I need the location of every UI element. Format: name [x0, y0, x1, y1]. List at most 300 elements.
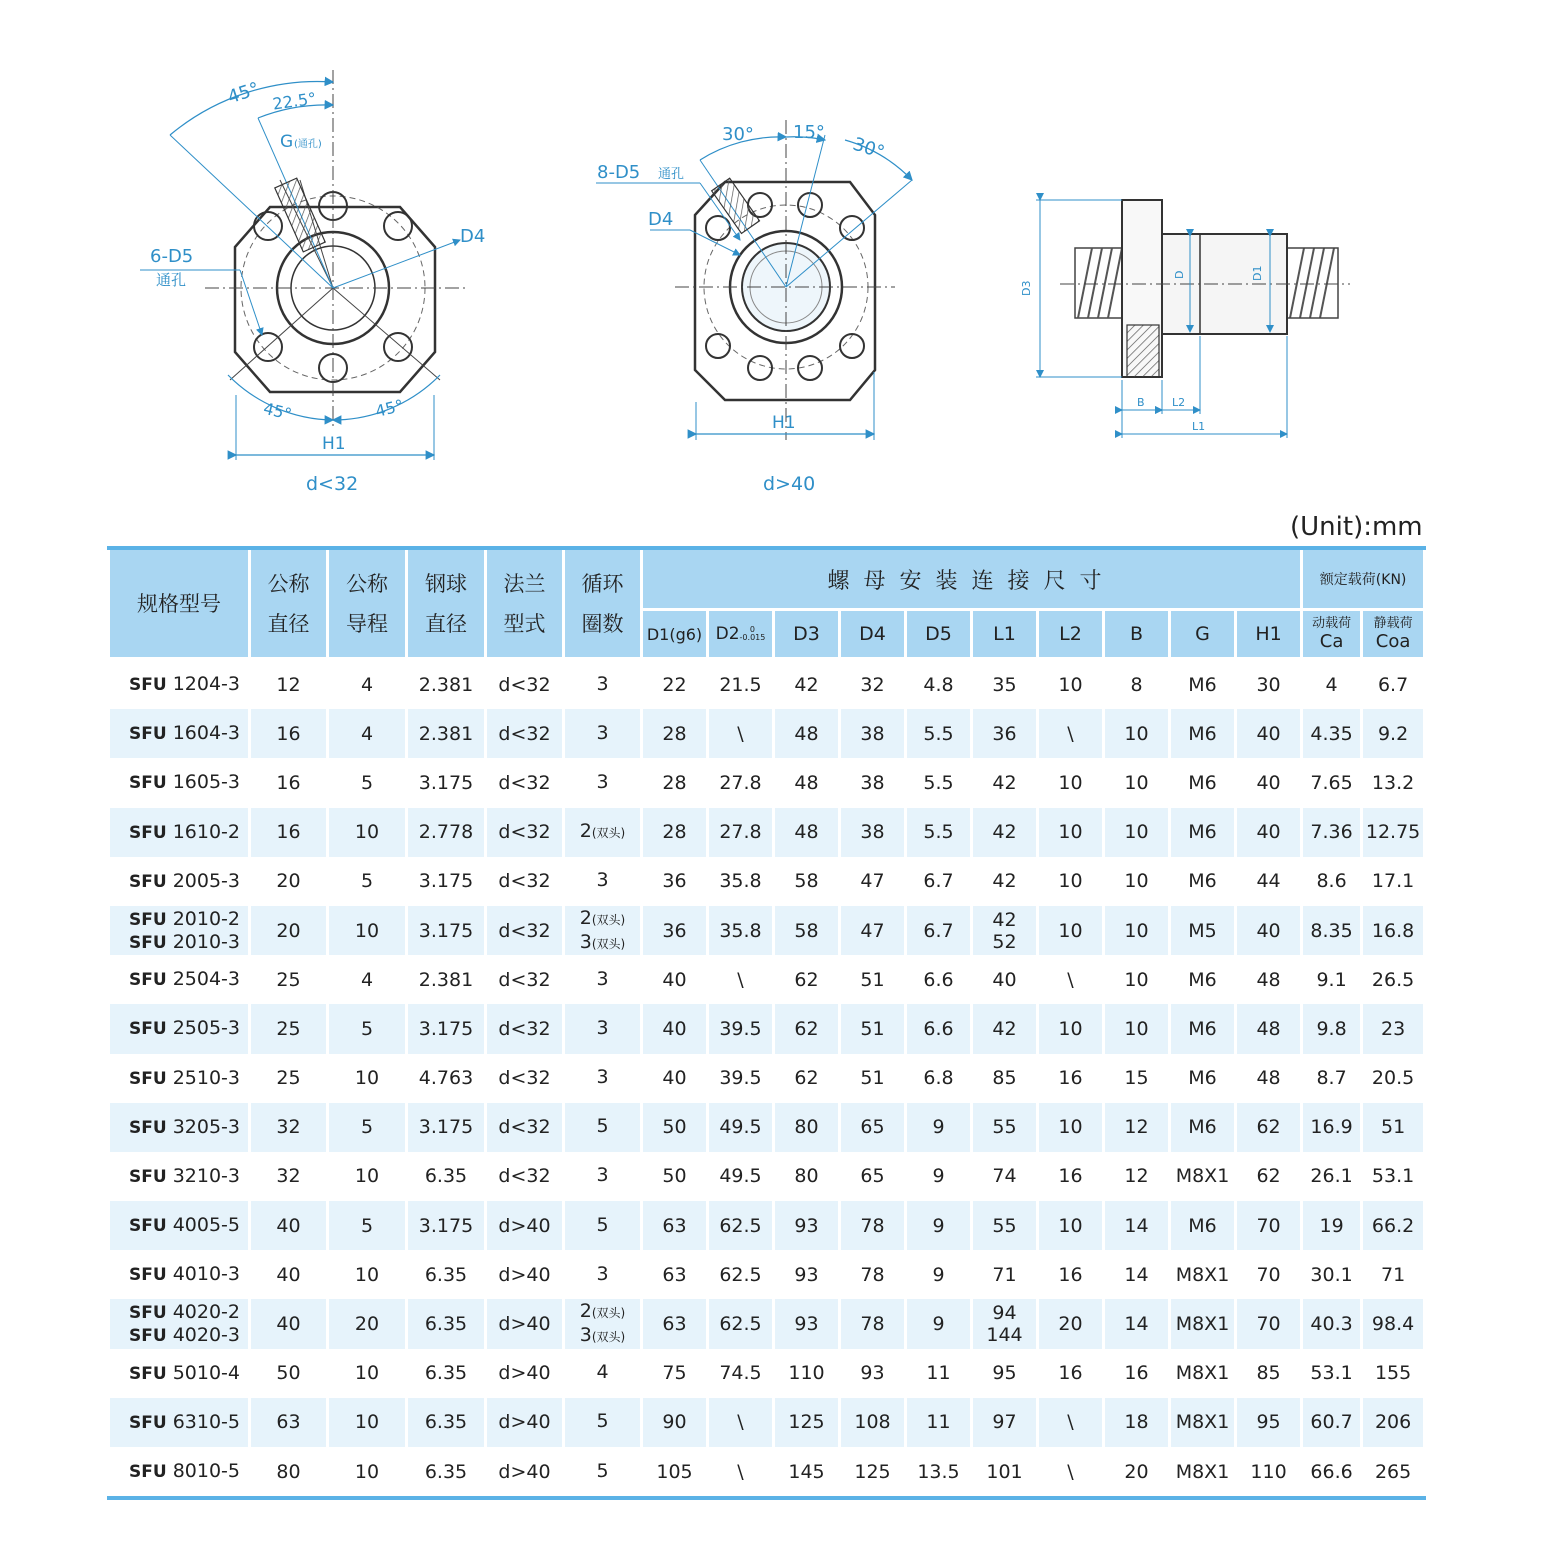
- header-dynamic-load: 动载荷 Ca: [1302, 610, 1362, 659]
- cell-model: SFU 2010-2 SFU 2010-3: [109, 906, 250, 955]
- drawing-caption: d>40: [763, 473, 816, 495]
- angle-label: 22.5°: [271, 88, 318, 114]
- header-lead: 公称 导程: [328, 548, 407, 659]
- b-label: B: [1137, 396, 1145, 409]
- cell-ca: 66.6: [1302, 1447, 1362, 1498]
- cell-ball: 3.175: [407, 857, 486, 906]
- cell-flange: d>40: [486, 1447, 564, 1498]
- cell-ca: 53.1: [1302, 1349, 1362, 1398]
- cell-ca: 4: [1302, 659, 1362, 710]
- cell-model: SFU 2005-3: [109, 857, 250, 906]
- cell-l2: 10: [1038, 1004, 1104, 1053]
- cell-model: SFU 2510-3: [109, 1054, 250, 1103]
- cell-p: 5: [328, 1201, 407, 1250]
- header-nominal-diameter: 公称 直径: [250, 548, 328, 659]
- cell-l2: \: [1038, 1398, 1104, 1447]
- cell-d2: 49.5: [708, 1103, 774, 1152]
- cell-l1: 42: [972, 857, 1038, 906]
- angle-label: 30°: [850, 133, 887, 164]
- cell-flange: d<32: [486, 659, 564, 710]
- cell-d4: 78: [840, 1299, 906, 1348]
- cell-d4: 78: [840, 1201, 906, 1250]
- cell-d: 25: [250, 955, 328, 1004]
- cell-d3: 62: [774, 1004, 840, 1053]
- cell-d1: 36: [642, 906, 708, 955]
- cell-p: 5: [328, 1004, 407, 1053]
- cell-d2: 39.5: [708, 1004, 774, 1053]
- cell-l1: 71: [972, 1250, 1038, 1299]
- cell-l2: 10: [1038, 1103, 1104, 1152]
- header-nut-dimensions: 螺母安装连接尺寸: [642, 548, 1302, 610]
- cell-l2: 16: [1038, 1250, 1104, 1299]
- cell-l1: 55: [972, 1103, 1038, 1152]
- cell-d3: 125: [774, 1398, 840, 1447]
- table-row: [109, 659, 1425, 710]
- cell-model: SFU 4005-5: [109, 1201, 250, 1250]
- cell-ca: 30.1: [1302, 1250, 1362, 1299]
- d1-label: D1: [1251, 265, 1264, 281]
- cell-coa: 66.2: [1362, 1201, 1425, 1250]
- cell-ca: 7.36: [1302, 808, 1362, 857]
- table-row: [109, 1398, 1425, 1447]
- cell-ball: 6.35: [407, 1398, 486, 1447]
- cell-g: M6: [1170, 1103, 1236, 1152]
- cell-p: 10: [328, 1398, 407, 1447]
- cell-ball: 6.35: [407, 1250, 486, 1299]
- g-label: G: [280, 132, 294, 152]
- cell-d3: 93: [774, 1201, 840, 1250]
- cell-coa: 155: [1362, 1349, 1425, 1398]
- cell-coa: 12.75: [1362, 808, 1425, 857]
- cell-d: 16: [250, 808, 328, 857]
- cell-d1: 63: [642, 1250, 708, 1299]
- cell-l2: \: [1038, 709, 1104, 758]
- cell-circuits: 5: [564, 1103, 642, 1152]
- cell-b: 16: [1104, 1349, 1170, 1398]
- cell-d4: 38: [840, 758, 906, 807]
- cell-d2: 27.8: [708, 808, 774, 857]
- cell-ball: 2.381: [407, 709, 486, 758]
- cell-coa: 26.5: [1362, 955, 1425, 1004]
- cell-h1: 70: [1236, 1201, 1302, 1250]
- cell-d4: 51: [840, 1004, 906, 1053]
- cell-d2: \: [708, 709, 774, 758]
- cell-d3: 48: [774, 709, 840, 758]
- cell-flange: d>40: [486, 1398, 564, 1447]
- cell-g: M8X1: [1170, 1250, 1236, 1299]
- cell-p: 10: [328, 1349, 407, 1398]
- cell-h1: 48: [1236, 1054, 1302, 1103]
- cell-ball: 3.175: [407, 1201, 486, 1250]
- cell-d1: 50: [642, 1103, 708, 1152]
- header-d2: D2 0 -0.015: [708, 610, 774, 659]
- cell-circuits: 3: [564, 857, 642, 906]
- cell-d4: 65: [840, 1152, 906, 1201]
- cell-l1: 40: [972, 955, 1038, 1004]
- cell-flange: d<32: [486, 758, 564, 807]
- cell-l1: 74: [972, 1152, 1038, 1201]
- flange-drawing-large: [596, 120, 912, 495]
- cell-d2: 39.5: [708, 1054, 774, 1103]
- cell-d1: 28: [642, 758, 708, 807]
- cell-flange: d>40: [486, 1349, 564, 1398]
- cell-coa: 16.8: [1362, 906, 1425, 955]
- cell-d1: 40: [642, 1004, 708, 1053]
- header-d3: D3: [774, 610, 840, 659]
- cell-l1: 85: [972, 1054, 1038, 1103]
- cell-ca: 16.9: [1302, 1103, 1362, 1152]
- cell-h1: 48: [1236, 955, 1302, 1004]
- header-d1: D1(g6): [642, 610, 708, 659]
- cell-g: M6: [1170, 1054, 1236, 1103]
- angle-label: 45°: [225, 78, 263, 109]
- angle-label: 15°: [793, 122, 825, 143]
- cell-b: 10: [1104, 758, 1170, 807]
- cell-d2: 21.5: [708, 659, 774, 710]
- cell-l1: 42: [972, 758, 1038, 807]
- cell-d: 20: [250, 857, 328, 906]
- cell-d3: 80: [774, 1152, 840, 1201]
- cell-d1: 22: [642, 659, 708, 710]
- cell-flange: d<32: [486, 857, 564, 906]
- cell-d: 25: [250, 1004, 328, 1053]
- cell-d4: 38: [840, 808, 906, 857]
- d4-label: D4: [460, 226, 486, 247]
- cell-d4: 93: [840, 1349, 906, 1398]
- cell-circuits: 3: [564, 955, 642, 1004]
- cell-d5: 6.7: [906, 906, 972, 955]
- cell-circuits: 2(双头): [564, 808, 642, 857]
- cell-flange: d>40: [486, 1250, 564, 1299]
- cell-p: 4: [328, 709, 407, 758]
- cell-g: M8X1: [1170, 1349, 1236, 1398]
- cell-d2: 35.8: [708, 906, 774, 955]
- cell-g: M8X1: [1170, 1398, 1236, 1447]
- cell-d: 50: [250, 1349, 328, 1398]
- cell-coa: 9.2: [1362, 709, 1425, 758]
- cell-d: 12: [250, 659, 328, 710]
- cell-b: 10: [1104, 1004, 1170, 1053]
- cell-model: SFU 3210-3: [109, 1152, 250, 1201]
- cell-p: 10: [328, 1250, 407, 1299]
- cell-d4: 38: [840, 709, 906, 758]
- cell-circuits: 2(双头) 3(双头): [564, 1299, 642, 1348]
- g-note: (通孔): [294, 139, 322, 150]
- d4-label: D4: [648, 209, 674, 230]
- l2-label: L2: [1172, 396, 1186, 409]
- header-h1: H1: [1236, 610, 1302, 659]
- cell-p: 5: [328, 1103, 407, 1152]
- cell-l1: 42 52: [972, 906, 1038, 955]
- cell-g: M5: [1170, 906, 1236, 955]
- cell-l2: 10: [1038, 857, 1104, 906]
- cell-d: 40: [250, 1299, 328, 1348]
- cell-l2: 10: [1038, 906, 1104, 955]
- cell-d3: 58: [774, 857, 840, 906]
- ball-screw-spec-table: [107, 546, 1426, 1500]
- cell-d1: 50: [642, 1152, 708, 1201]
- cell-d: 16: [250, 758, 328, 807]
- cell-d2: 49.5: [708, 1152, 774, 1201]
- cell-g: M6: [1170, 857, 1236, 906]
- cell-l2: 16: [1038, 1349, 1104, 1398]
- cell-l1: 35: [972, 659, 1038, 710]
- table-row: [109, 808, 1425, 857]
- cell-d3: 48: [774, 808, 840, 857]
- table-row: [109, 906, 1425, 955]
- cell-coa: 17.1: [1362, 857, 1425, 906]
- cell-b: 12: [1104, 1103, 1170, 1152]
- table-row: [109, 1103, 1425, 1152]
- cell-d2: 62.5: [708, 1299, 774, 1348]
- cell-l2: 10: [1038, 1201, 1104, 1250]
- cell-d3: 145: [774, 1447, 840, 1498]
- cell-h1: 48: [1236, 1004, 1302, 1053]
- nut-side-view: [1020, 200, 1350, 438]
- cell-ball: 6.35: [407, 1349, 486, 1398]
- cell-circuits: 3: [564, 709, 642, 758]
- cell-b: 12: [1104, 1152, 1170, 1201]
- cell-d1: 105: [642, 1447, 708, 1498]
- table-row: [109, 758, 1425, 807]
- cell-model: SFU 1605-3: [109, 758, 250, 807]
- cell-ca: 8.7: [1302, 1054, 1362, 1103]
- cell-d5: 4.8: [906, 659, 972, 710]
- cell-d1: 75: [642, 1349, 708, 1398]
- cell-ball: 3.175: [407, 1004, 486, 1053]
- cell-d1: 63: [642, 1201, 708, 1250]
- cell-model: SFU 4010-3: [109, 1250, 250, 1299]
- cell-b: 10: [1104, 808, 1170, 857]
- cell-ball: 3.175: [407, 758, 486, 807]
- angle-label: 45°: [261, 398, 294, 424]
- cell-d5: 5.5: [906, 709, 972, 758]
- cell-ball: 2.381: [407, 659, 486, 710]
- cell-g: M6: [1170, 758, 1236, 807]
- cell-flange: d<32: [486, 1152, 564, 1201]
- cell-g: M6: [1170, 659, 1236, 710]
- cell-coa: 23: [1362, 1004, 1425, 1053]
- cell-d4: 47: [840, 857, 906, 906]
- unit-label: (Unit):mm: [1290, 512, 1423, 542]
- cell-p: 4: [328, 955, 407, 1004]
- cell-ball: 2.381: [407, 955, 486, 1004]
- cell-p: 20: [328, 1299, 407, 1348]
- cell-circuits: 4: [564, 1349, 642, 1398]
- cell-b: 14: [1104, 1201, 1170, 1250]
- cell-flange: d<32: [486, 808, 564, 857]
- cell-circuits: 3: [564, 1004, 642, 1053]
- table-row: [109, 955, 1425, 1004]
- cell-circuits: 2(双头) 3(双头): [564, 906, 642, 955]
- table-row: [109, 1152, 1425, 1201]
- cell-d1: 36: [642, 857, 708, 906]
- table-row: [109, 1349, 1425, 1398]
- cell-h1: 40: [1236, 709, 1302, 758]
- l1-label: L1: [1192, 420, 1206, 433]
- cell-model: SFU 1610-2: [109, 808, 250, 857]
- table-row: [109, 857, 1425, 906]
- cell-g: M6: [1170, 1201, 1236, 1250]
- cell-circuits: 3: [564, 1250, 642, 1299]
- cell-b: 8: [1104, 659, 1170, 710]
- cell-ca: 26.1: [1302, 1152, 1362, 1201]
- cell-d5: 9: [906, 1152, 972, 1201]
- cell-d5: 9: [906, 1299, 972, 1348]
- cell-coa: 71: [1362, 1250, 1425, 1299]
- header-g: G: [1170, 610, 1236, 659]
- cell-d: 16: [250, 709, 328, 758]
- cell-circuits: 5: [564, 1398, 642, 1447]
- cell-circuits: 5: [564, 1201, 642, 1250]
- cell-d: 32: [250, 1152, 328, 1201]
- cell-d5: 6.8: [906, 1054, 972, 1103]
- cell-b: 14: [1104, 1299, 1170, 1348]
- cell-d5: 6.6: [906, 955, 972, 1004]
- cell-d4: 108: [840, 1398, 906, 1447]
- cell-coa: 13.2: [1362, 758, 1425, 807]
- table-row: [109, 1004, 1425, 1053]
- header-model: 规格型号: [109, 548, 250, 659]
- cell-d4: 78: [840, 1250, 906, 1299]
- d5-label: 8-D5: [597, 162, 641, 183]
- cell-l1: 94 144: [972, 1299, 1038, 1348]
- cell-flange: d<32: [486, 1103, 564, 1152]
- cell-d3: 93: [774, 1299, 840, 1348]
- cell-l2: 10: [1038, 659, 1104, 710]
- cell-l2: 16: [1038, 1152, 1104, 1201]
- cell-coa: 265: [1362, 1447, 1425, 1498]
- cell-d2: 62.5: [708, 1201, 774, 1250]
- d5-note: 通孔: [156, 271, 187, 289]
- cell-d2: 62.5: [708, 1250, 774, 1299]
- table-row: [109, 1250, 1425, 1299]
- cell-p: 10: [328, 1054, 407, 1103]
- cell-circuits: 3: [564, 1054, 642, 1103]
- cell-d1: 40: [642, 1054, 708, 1103]
- header-d5: D5: [906, 610, 972, 659]
- header-l2: L2: [1038, 610, 1104, 659]
- d3-label: D3: [1020, 280, 1033, 296]
- cell-model: SFU 8010-5: [109, 1447, 250, 1498]
- cell-d5: 5.5: [906, 758, 972, 807]
- cell-d5: 6.7: [906, 857, 972, 906]
- cell-ball: 3.175: [407, 906, 486, 955]
- cell-coa: 6.7: [1362, 659, 1425, 710]
- cell-flange: d>40: [486, 1299, 564, 1348]
- cell-d3: 58: [774, 906, 840, 955]
- cell-ca: 40.3: [1302, 1299, 1362, 1348]
- cell-d1: 90: [642, 1398, 708, 1447]
- cell-ca: 4.35: [1302, 709, 1362, 758]
- cell-h1: 70: [1236, 1250, 1302, 1299]
- cell-model: SFU 5010-4: [109, 1349, 250, 1398]
- cell-l2: \: [1038, 955, 1104, 1004]
- cell-d4: 125: [840, 1447, 906, 1498]
- cell-d2: \: [708, 955, 774, 1004]
- cell-d5: 9: [906, 1201, 972, 1250]
- cell-d1: 28: [642, 808, 708, 857]
- table-row: [109, 1054, 1425, 1103]
- cell-model: SFU 2505-3: [109, 1004, 250, 1053]
- cell-p: 5: [328, 857, 407, 906]
- cell-h1: 40: [1236, 808, 1302, 857]
- cell-circuits: 3: [564, 659, 642, 710]
- cell-l1: 95: [972, 1349, 1038, 1398]
- cell-circuits: 3: [564, 758, 642, 807]
- cell-d2: \: [708, 1398, 774, 1447]
- cell-g: M8X1: [1170, 1152, 1236, 1201]
- cell-d3: 93: [774, 1250, 840, 1299]
- cell-d2: 74.5: [708, 1349, 774, 1398]
- cell-ball: 4.763: [407, 1054, 486, 1103]
- cell-d2: \: [708, 1447, 774, 1498]
- cell-d4: 65: [840, 1103, 906, 1152]
- cell-d4: 47: [840, 906, 906, 955]
- cell-d3: 62: [774, 955, 840, 1004]
- cell-l2: 10: [1038, 808, 1104, 857]
- cell-d5: 11: [906, 1349, 972, 1398]
- cell-ca: 7.65: [1302, 758, 1362, 807]
- cell-model: SFU 1604-3: [109, 709, 250, 758]
- cell-p: 10: [328, 808, 407, 857]
- cell-b: 10: [1104, 709, 1170, 758]
- cell-coa: 98.4: [1362, 1299, 1425, 1348]
- cell-d4: 32: [840, 659, 906, 710]
- cell-ca: 19: [1302, 1201, 1362, 1250]
- cell-flange: d>40: [486, 1201, 564, 1250]
- cell-l1: 101: [972, 1447, 1038, 1498]
- cell-b: 10: [1104, 955, 1170, 1004]
- cell-model: SFU 2504-3: [109, 955, 250, 1004]
- cell-coa: 53.1: [1362, 1152, 1425, 1201]
- cell-h1: 44: [1236, 857, 1302, 906]
- table-row: [109, 1201, 1425, 1250]
- cell-coa: 20.5: [1362, 1054, 1425, 1103]
- cell-d3: 42: [774, 659, 840, 710]
- header-b: B: [1104, 610, 1170, 659]
- cell-ca: 60.7: [1302, 1398, 1362, 1447]
- cell-d5: 5.5: [906, 808, 972, 857]
- cell-d3: 62: [774, 1054, 840, 1103]
- cell-d: 63: [250, 1398, 328, 1447]
- cell-l2: 20: [1038, 1299, 1104, 1348]
- cell-b: 10: [1104, 857, 1170, 906]
- cell-model: SFU 3205-3: [109, 1103, 250, 1152]
- cell-d5: 6.6: [906, 1004, 972, 1053]
- cell-h1: 62: [1236, 1152, 1302, 1201]
- cell-d1: 63: [642, 1299, 708, 1348]
- cell-g: M6: [1170, 1004, 1236, 1053]
- cell-g: M8X1: [1170, 1299, 1236, 1348]
- cell-h1: 70: [1236, 1299, 1302, 1348]
- cell-l1: 36: [972, 709, 1038, 758]
- cell-b: 18: [1104, 1398, 1170, 1447]
- cell-l2: 10: [1038, 758, 1104, 807]
- spec-table-body: [109, 659, 1425, 1499]
- cell-d4: 51: [840, 955, 906, 1004]
- header-rated-load: 额定载荷(KN): [1302, 548, 1425, 610]
- cell-model: SFU 4020-2 SFU 4020-3: [109, 1299, 250, 1348]
- cell-g: M6: [1170, 808, 1236, 857]
- cell-d5: 13.5: [906, 1447, 972, 1498]
- cell-b: 15: [1104, 1054, 1170, 1103]
- angle-label: 30°: [722, 124, 754, 145]
- cell-flange: d<32: [486, 906, 564, 955]
- cell-ball: 6.35: [407, 1447, 486, 1498]
- cell-p: 10: [328, 1447, 407, 1498]
- cell-model: SFU 6310-5: [109, 1398, 250, 1447]
